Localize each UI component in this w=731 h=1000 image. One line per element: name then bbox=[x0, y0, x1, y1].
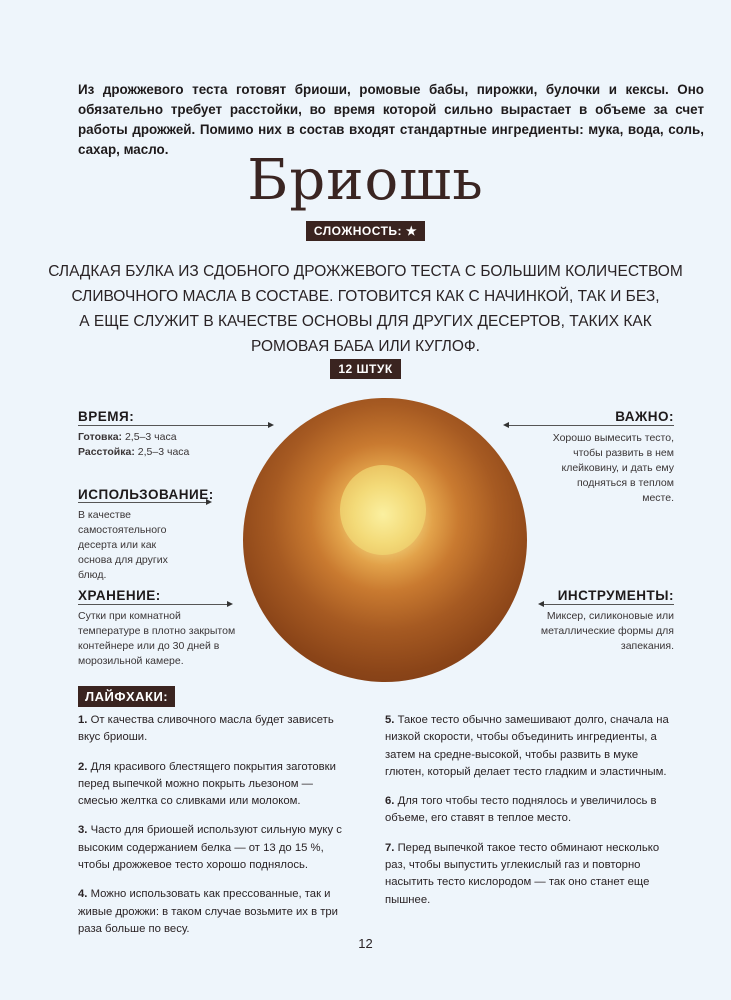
tools-arrow bbox=[540, 604, 674, 605]
lifehack-item bbox=[385, 712, 677, 781]
lifehack-text: Для красивого блестящего покрытия заготовки перед выпечкой можно покрыть льезоном — смесью желтка со сливками или молоком. bbox=[78, 760, 336, 808]
lifehack-number: 2. bbox=[78, 760, 88, 773]
time-heading: ВРЕМЯ: bbox=[78, 409, 135, 424]
lifehack-text: Часто для бриошей используют сильную муку с высоким содержанием белка — от 13 до 15 %, чтобы дрожжевое тесто хорошо поднялось. bbox=[78, 824, 342, 872]
lifehack-item bbox=[78, 759, 346, 811]
storage-text: Сутки при комнатной температуре в плотно закрытом контейнере или до 30 дней в морозильной камере. bbox=[78, 610, 236, 667]
important-text: Хорошо вымесить тесто, чтобы развить в нем клейковину, и дать ему подняться в теплом месте. bbox=[552, 432, 674, 504]
lifehacks-wrap bbox=[78, 688, 175, 706]
proof-value: 2,5–3 часа bbox=[137, 446, 190, 458]
page-number: 12 bbox=[358, 936, 373, 951]
lifehack-number: 6. bbox=[385, 795, 395, 808]
lifehack-number: 3. bbox=[78, 824, 88, 837]
lifehack-text: От качества сливочного масла будет зависеть вкус бриоши. bbox=[78, 714, 334, 744]
storage-arrow bbox=[78, 604, 231, 605]
description-line: СЛАДКАЯ БУЛКА ИЗ СДОБНОГО ДРОЖЖЕВОГО ТЕСТА С БОЛЬШИМ КОЛИЧЕСТВОМ bbox=[48, 263, 683, 280]
lifehacks-column-left bbox=[78, 712, 346, 950]
brioche-center bbox=[340, 465, 426, 555]
important-arrow bbox=[505, 425, 674, 426]
lifehack-item bbox=[78, 822, 346, 874]
time-arrow bbox=[78, 425, 272, 426]
time-details bbox=[78, 430, 268, 460]
description-line: СЛИВОЧНОГО МАСЛА В СОСТАВЕ. ГОТОВИТСЯ КАК С НАЧИНКОЙ, ТАК И БЕЗ, bbox=[71, 288, 660, 305]
difficulty-wrap bbox=[0, 222, 731, 240]
lifehack-text: Можно использовать как прессованные, так и живые дрожжи: в таком случае возьмите их в три раза больше по весу. bbox=[78, 888, 338, 935]
difficulty-badge: СЛОЖНОСТЬ: ★ bbox=[306, 221, 425, 241]
lifehack-item bbox=[385, 840, 677, 909]
lifehacks-column-right bbox=[385, 712, 677, 921]
yield-badge: 12 ШТУК bbox=[330, 359, 400, 379]
lifehack-text: Перед выпечкой такое тесто обминают несколько раз, чтобы выпустить углекислый газ и повторно насытить тесто кислородом — так оно станет еще пышнее. bbox=[385, 841, 660, 906]
lifehacks-heading: ЛАЙФХАКИ: bbox=[78, 686, 175, 707]
ready-label: Готовка: bbox=[78, 431, 123, 443]
tools-heading: ИНСТРУМЕНТЫ: bbox=[557, 588, 674, 603]
lifehack-number: 1. bbox=[78, 714, 88, 726]
intro-paragraph: Из дрожжевого теста готовят бриоши, ромовые бабы, пирожки, булочки и кексы. Оно обязательно требует расстойки, во время которой сильно вырастает в объеме за счет работы дрожжей. Помимо них в состав входят стандартные ингредиенты: мука, вода, соль, сахар, масло. bbox=[78, 82, 704, 157]
lifehack-item bbox=[78, 886, 346, 938]
important-heading: ВАЖНО: bbox=[615, 409, 674, 424]
lifehack-number: 7. bbox=[385, 841, 395, 854]
recipe-description bbox=[0, 259, 731, 359]
lifehack-item bbox=[385, 793, 677, 828]
description-line: РОМОВАЯ БАБА ИЛИ КУГЛОФ. bbox=[251, 338, 480, 355]
recipe-title: Бриошь bbox=[247, 148, 484, 213]
lifehack-text: Такое тесто обычно замешивают долго, сначала на низкой скорости, чтобы объединить ингредиенты, а затем на средне-высокой, чтобы развить в муке глютен, который делает тесто гладким и эластичным. bbox=[385, 714, 669, 778]
lifehack-number: 5. bbox=[385, 714, 395, 726]
description-line: А ЕЩЕ СЛУЖИТ В КАЧЕСТВЕ ОСНОВЫ ДЛЯ ДРУГИХ ДЕСЕРТОВ, ТАКИХ КАК bbox=[79, 313, 652, 330]
lifehack-number: 4. bbox=[78, 888, 88, 901]
yield-wrap bbox=[0, 360, 731, 378]
lifehack-item bbox=[78, 712, 346, 747]
tools-text: Миксер, силиконовые или металлические формы для запекания. bbox=[540, 610, 674, 652]
usage-text: В качестве самостоятельного десерта или как основа для других блюд. bbox=[78, 509, 168, 581]
usage-arrow bbox=[78, 502, 210, 503]
ready-value: 2,5–3 часа bbox=[124, 431, 177, 443]
storage-heading: ХРАНЕНИЕ: bbox=[78, 588, 161, 603]
lifehack-text: Для того чтобы тесто поднялось и увеличилось в объеме, его ставят в теплое место. bbox=[385, 795, 657, 825]
proof-label: Расстойка: bbox=[78, 446, 135, 458]
usage-heading: ИСПОЛЬЗОВАНИЕ: bbox=[78, 487, 214, 502]
